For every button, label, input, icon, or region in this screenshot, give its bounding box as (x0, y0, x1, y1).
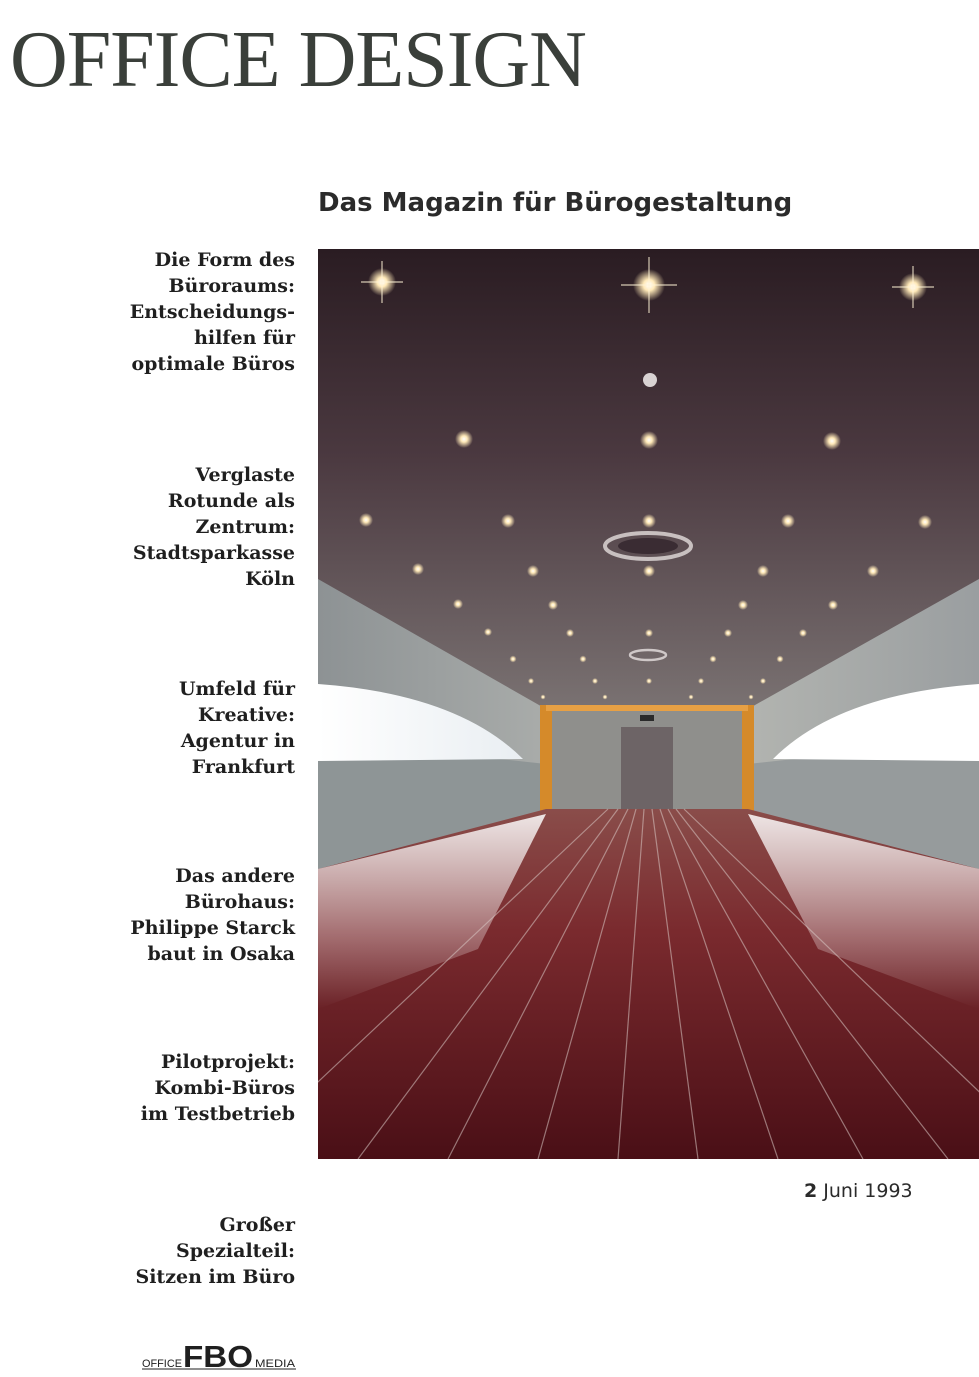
magazine-subtitle: Das Magazin für Bürogestaltung (318, 188, 793, 218)
teaser-verglaste-rotunde: Verglaste Rotunde als Zentrum: Stadtsparkasse Köln (132, 464, 295, 590)
cover-photo-corridor (318, 249, 979, 1159)
teaser-form-des-bueroraums: Die Form des Büroraums: Entscheidungs- hilfen für optimale Büros (129, 249, 295, 375)
teaser-spezialteil-sitzen: Großer Spezialteil: Sitzen im Büro (135, 1214, 295, 1288)
logo-mark-fbo: FBO (183, 1339, 253, 1372)
issue-info (804, 1178, 913, 1204)
teaser-umfeld-fuer-kreative: Umfeld für Kreative: Agentur in Frankfurt (178, 678, 295, 778)
teaser-das-andere-buerohaus: Das andere Bürohaus: Philippe Starck baut in Osaka (130, 865, 295, 965)
teaser-pilotprojekt: Pilotprojekt: Kombi-Büros im Testbetrieb (140, 1051, 295, 1125)
logo-word-office: OFFICE (142, 1358, 182, 1370)
publisher-logo (142, 1336, 296, 1372)
issue-number: 2 (804, 1180, 818, 1202)
logo-word-media: MEDIA (255, 1358, 296, 1370)
masthead-title: OFFICE DESIGN (10, 16, 586, 104)
issue-date: Juni 1993 (823, 1180, 913, 1202)
